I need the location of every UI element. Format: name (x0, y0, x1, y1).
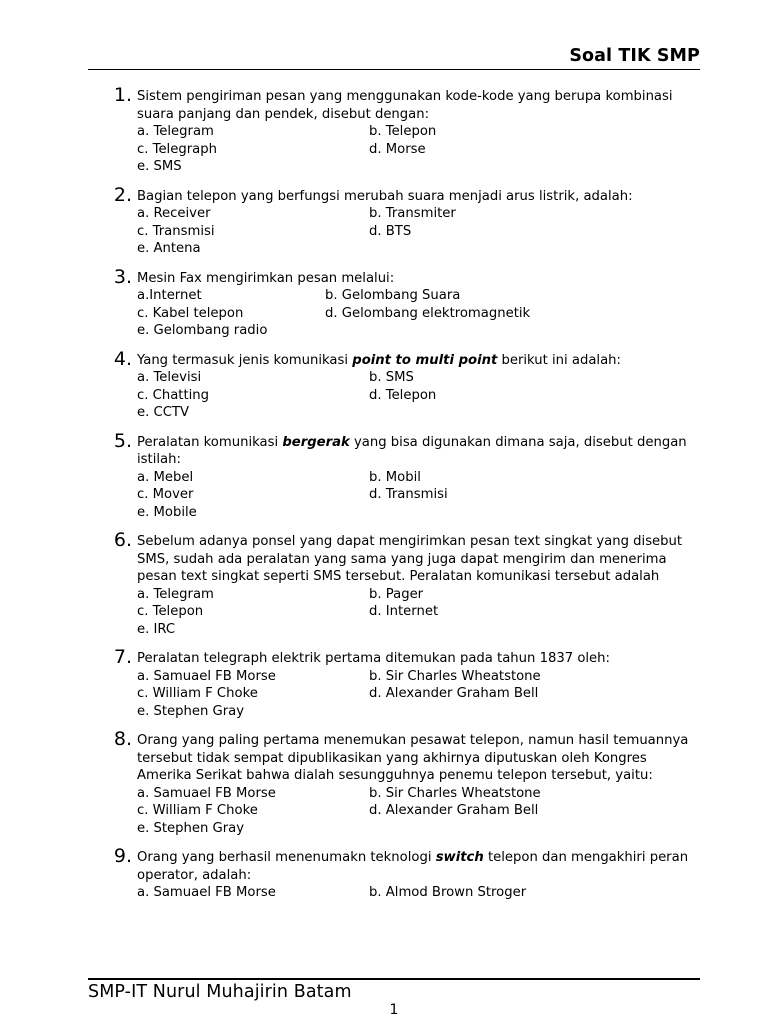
question-text-emphasis: point to multi point (352, 352, 498, 368)
footer-divider (88, 978, 700, 980)
option-row (137, 141, 700, 159)
option-row (137, 703, 700, 721)
question-text-emphasis: switch (435, 850, 484, 865)
option-row (137, 123, 700, 141)
option-row (137, 404, 700, 422)
option-item[interactable]: b. Sir Charles Wheatstone (369, 668, 541, 684)
option-item[interactable]: a. Mebel (137, 469, 194, 485)
question-number: 3. (113, 265, 132, 288)
question (88, 429, 700, 522)
question (88, 84, 700, 176)
option-item[interactable]: c. Mover (137, 487, 194, 502)
option-item[interactable]: e. Stephen Gray (137, 703, 245, 719)
option-row (137, 287, 700, 305)
page-footer (88, 978, 700, 1018)
option-row (137, 685, 700, 703)
question-text-before: Peralatan komunikasi (137, 434, 283, 450)
option-row (137, 369, 700, 387)
option-item[interactable]: e. IRC (137, 621, 176, 637)
option-row (137, 802, 700, 820)
option-item[interactable]: b. Almod Brown Stroger (369, 885, 527, 900)
page-number: 1 (389, 1002, 399, 1018)
question-text (137, 270, 700, 288)
option-item[interactable]: b. Telepon (369, 124, 437, 139)
option-item[interactable]: c. Transmisi (137, 223, 215, 239)
option-list (137, 287, 700, 340)
option-item[interactable]: a. Samuael FB Morse (137, 668, 276, 684)
option-row (137, 305, 700, 323)
question-number: 6. (113, 529, 132, 551)
question-text (137, 732, 700, 785)
option-row (137, 469, 700, 487)
question-text-emphasis: bergerak (282, 434, 350, 450)
option-item[interactable]: b. Pager (369, 586, 424, 602)
question-text-after: yang bisa digunakan dimana saja, disebut dengan istilah: (137, 434, 687, 467)
header-divider (88, 69, 700, 70)
option-row (137, 884, 700, 902)
question-text (137, 434, 700, 469)
option-item[interactable]: c. Kabel telepon (137, 305, 244, 321)
question (88, 347, 700, 422)
option-item[interactable]: c. Chatting (137, 387, 210, 403)
question-text (137, 88, 700, 123)
option-item[interactable]: b. Gelombang Suara (325, 288, 461, 303)
option-item[interactable]: c. Telepon (137, 604, 204, 619)
option-item[interactable]: a. Receiver (137, 206, 211, 221)
option-row (137, 586, 700, 604)
option-item[interactable]: a. Telegram (137, 124, 214, 139)
option-item[interactable]: b. Sir Charles Wheatstone (369, 785, 541, 801)
option-item[interactable]: c. William F Choke (137, 686, 258, 701)
question-number: 4. (113, 347, 132, 370)
option-item[interactable]: b. SMS (369, 370, 414, 385)
option-row (137, 668, 700, 686)
option-list (137, 586, 700, 639)
question-number: 2. (113, 183, 132, 206)
question-text-after: berikut ini adalah: (497, 352, 621, 368)
option-row (137, 486, 700, 504)
question-text-before: Sistem pengiriman pesan yang menggunakan kode-kode yang berupa kombinasi suara panjang dan pendek, disebut dengan: (137, 89, 673, 122)
option-row (137, 158, 700, 176)
option-item[interactable]: d. Telepon (369, 387, 437, 403)
question-number: 7. (113, 646, 132, 668)
question-number: 5. (113, 429, 132, 452)
question-text-after: telepon dan mengakhiri peran operator, adalah: (137, 850, 689, 883)
option-item[interactable]: d. Gelombang elektromagnetik (325, 305, 531, 321)
option-item[interactable]: b. Transmiter (369, 206, 456, 221)
option-list (137, 469, 700, 522)
question (88, 728, 700, 837)
option-list (137, 785, 700, 838)
option-item[interactable]: a. Telegram (137, 586, 214, 602)
question-number: 8. (113, 728, 132, 750)
option-row (137, 621, 700, 639)
option-list (137, 205, 700, 258)
option-row (137, 240, 700, 258)
question-text (137, 352, 700, 370)
option-item[interactable]: a. Televisi (137, 370, 202, 385)
option-item[interactable]: e. Mobile (137, 504, 197, 520)
question-text-before: Sebelum adanya ponsel yang dapat mengirimkan pesan text singkat yang disebut SMS, sudah ada peralatan yang sama yang juga dapat mengirim dan menerima pesan text singkat seperti SMS tersebut. Peralatan komunikasi tersebut adalah (137, 534, 683, 584)
question-text (137, 650, 700, 668)
option-list (137, 369, 700, 422)
option-item[interactable]: c. Telegraph (137, 141, 217, 157)
header-title: Soal TIK SMP (569, 46, 700, 66)
question-number: 9. (113, 845, 132, 867)
question (88, 265, 700, 340)
option-row (137, 322, 700, 340)
option-list (137, 884, 700, 902)
option-item[interactable]: d. Morse (369, 141, 426, 157)
option-item[interactable]: e. Antena (137, 241, 201, 256)
question-list (88, 84, 700, 914)
option-item[interactable]: a. Samuael FB Morse (137, 785, 276, 801)
option-row (137, 820, 700, 838)
option-item[interactable]: d. Alexander Graham Bell (369, 686, 539, 701)
option-row (137, 223, 700, 241)
page-header (88, 46, 700, 70)
question (88, 529, 700, 638)
option-item[interactable]: a.Internet (137, 288, 202, 303)
question-text-before: Mesin Fax mengirimkan pesan melalui: (137, 270, 395, 286)
option-row (137, 603, 700, 621)
option-item[interactable]: e. CCTV (137, 405, 189, 420)
question-text (137, 188, 700, 206)
option-item[interactable]: e. Gelombang radio (137, 323, 268, 338)
option-item[interactable]: e. Stephen Gray (137, 820, 245, 836)
option-item[interactable]: b. Mobil (369, 469, 421, 485)
option-row (137, 387, 700, 405)
option-item[interactable]: d. Internet (369, 604, 439, 619)
question-text (137, 533, 700, 586)
option-item[interactable]: d. BTS (369, 223, 412, 239)
option-list (137, 668, 700, 721)
option-list (137, 123, 700, 176)
option-row (137, 785, 700, 803)
question-text-before: Orang yang berhasil menenumakn teknologi (137, 850, 436, 865)
question-text-before: Bagian telepon yang berfungsi merubah suara menjadi arus listrik, adalah: (137, 188, 633, 204)
option-item[interactable]: d. Alexander Graham Bell (369, 803, 539, 818)
question-text-before: Yang termasuk jenis komunikasi (137, 352, 353, 368)
question-text-before: Peralatan telegraph elektrik pertama ditemukan pada tahun 1837 oleh: (137, 651, 610, 666)
option-row (137, 205, 700, 223)
footer-school-name: SMP-IT Nurul Muhajirin Batam (88, 982, 352, 1002)
question (88, 646, 700, 720)
option-row (137, 504, 700, 522)
option-item[interactable]: a. Samuael FB Morse (137, 885, 276, 900)
question (88, 845, 700, 902)
option-item[interactable]: e. SMS (137, 159, 182, 174)
question-text-before: Orang yang paling pertama menemukan pesawat telepon, namun hasil temuannya tersebut tidak sempat dipublikasikan yang akhirnya diputuskan oleh Kongres Amerika Serikat bahwa dialah sesungguhnya penemu telepon tersebut, yaitu: (137, 733, 689, 783)
question (88, 183, 700, 258)
question-number: 1. (113, 84, 132, 106)
question-text (137, 849, 700, 884)
option-item[interactable]: c. William F Choke (137, 803, 258, 818)
option-item[interactable]: d. Transmisi (369, 487, 448, 502)
